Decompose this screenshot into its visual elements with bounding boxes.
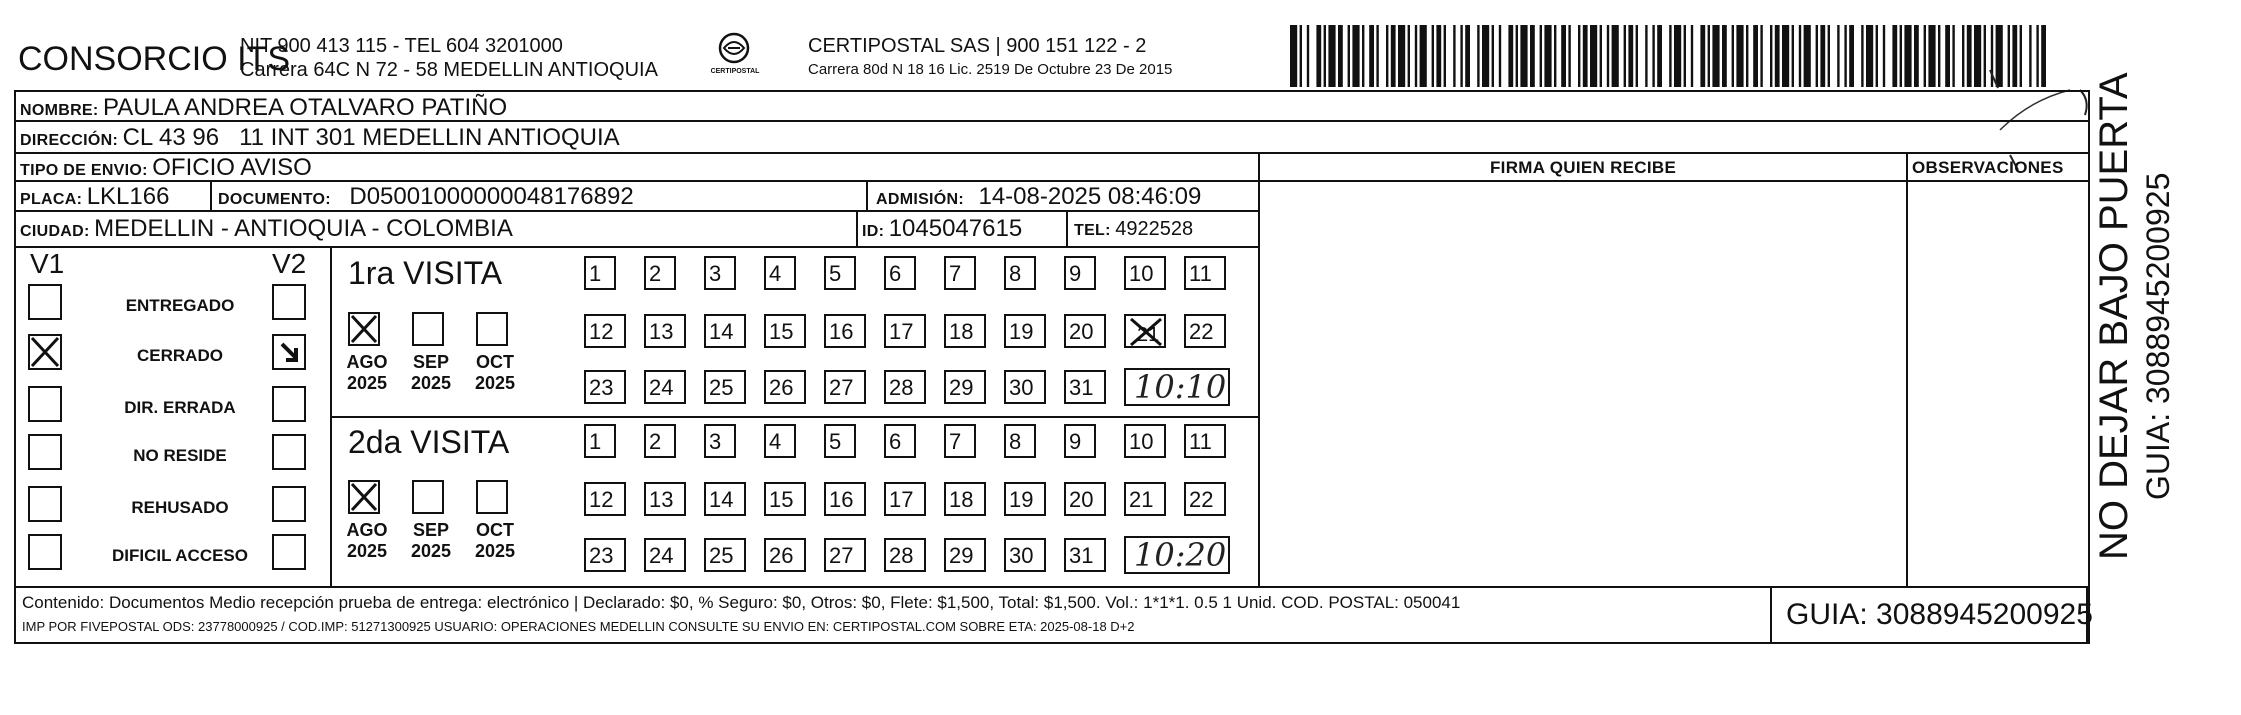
second-visit-day-box[interactable] (944, 538, 986, 572)
day-number: 29 (949, 375, 974, 400)
tipo-label: TIPO DE ENVIO: (20, 162, 148, 179)
x-mark-icon (350, 482, 378, 512)
second-visit-month-checkbox[interactable] (348, 480, 380, 514)
footer-contenido: Contenido: Documentos Medio recepción prueba de entrega: electrónico | Declarado: $0, % Seguro: $0, Otros: $0, Flete: $1,500, Total: $1,500. Vol.: 1*1*1. 0.5 1 Unid. COD. POSTAL: 050041 (22, 593, 1461, 612)
day-number: 11 (1189, 429, 1212, 454)
second-visit-day-box[interactable] (1064, 538, 1106, 572)
form-frame (14, 90, 2090, 644)
day-number: 3 (709, 429, 722, 454)
ciudad-label: CIUDAD: (20, 223, 90, 240)
day-number: 22 (1189, 319, 1214, 344)
tel-label: TEL: (1074, 222, 1111, 239)
first-visit-day-box[interactable] (944, 256, 976, 290)
direccion-label: DIRECCIÓN: (20, 132, 119, 149)
day-number: 27 (829, 543, 854, 568)
second-visit-day-box[interactable] (1124, 482, 1166, 516)
first-visit-day-box[interactable] (764, 370, 806, 404)
first-visit-day-box[interactable] (884, 314, 926, 348)
day-number: 9 (1069, 261, 1082, 286)
first-visit-day-box[interactable] (884, 370, 926, 404)
day-number: 19 (1009, 319, 1034, 344)
company-name: CONSORCIO ITS (18, 40, 291, 78)
day-number: 4 (769, 261, 782, 286)
v2-checkbox[interactable] (272, 386, 306, 422)
first-visit-day-box[interactable] (1064, 370, 1106, 404)
first-visit-month-checkbox[interactable] (412, 312, 444, 346)
second-visit-day-box[interactable] (704, 538, 746, 572)
second-visit-day-box[interactable] (584, 424, 616, 458)
v1-checkbox[interactable] (28, 284, 62, 320)
day-number: 7 (949, 261, 962, 286)
direccion-row (20, 126, 620, 150)
day-number: 23 (589, 375, 614, 400)
guia-number: GUIA: 3088945200925 (1786, 598, 2093, 631)
day-number: 16 (829, 487, 854, 512)
second-visit-day-box[interactable] (1004, 482, 1046, 516)
v2-checkbox[interactable] (272, 284, 306, 320)
id-label: ID: (862, 223, 885, 240)
status-label: REHUSADO (131, 498, 229, 517)
day-number: 5 (829, 429, 842, 454)
day-number: 10 (1129, 261, 1154, 286)
second-visit-day-box[interactable] (584, 482, 626, 516)
day-number: 17 (889, 487, 914, 512)
tipo-row (20, 156, 312, 180)
day-number: 14 (709, 319, 734, 344)
day-number: 18 (949, 487, 974, 512)
x-mark-icon (1127, 317, 1165, 347)
second-visit-day-box[interactable] (1004, 538, 1046, 572)
day-number: 20 (1069, 319, 1094, 344)
first-visit-day-box[interactable] (704, 256, 736, 290)
day-number: 3 (709, 261, 722, 286)
second-visit-day-box[interactable] (1064, 482, 1106, 516)
first-visit-month-checkbox[interactable] (348, 312, 380, 346)
month-name: SEP (412, 520, 450, 540)
day-number: 6 (889, 261, 902, 286)
nombre-label: NOMBRE: (20, 102, 99, 119)
second-visit-day-box[interactable] (824, 482, 866, 516)
documento-cell (218, 185, 634, 209)
side-note: NO DEJAR BAJO PUERTA (2092, 72, 2136, 560)
day-number: 14 (709, 487, 734, 512)
second-visit-month-label (468, 520, 522, 561)
day-number: 25 (709, 543, 734, 568)
x-mark-icon (30, 336, 60, 368)
courier-address: Carrera 80d N 18 16 Lic. 2519 De Octubre 23 De 2015 (808, 61, 1173, 78)
first-visit-day-box[interactable] (644, 256, 676, 290)
second-visit-day-box[interactable] (644, 424, 676, 458)
id-value: 1045047615 (888, 215, 1023, 242)
second-visit-time-box[interactable] (1124, 536, 1230, 574)
month-year: 2025 (410, 372, 452, 393)
day-number: 1 (589, 261, 602, 286)
company-address: Carrera 64C N 72 - 58 MEDELLIN ANTIOQUIA (240, 59, 658, 81)
first-visit-day-box[interactable] (1004, 314, 1046, 348)
day-number: 22 (1189, 487, 1214, 512)
day-number: 5 (829, 261, 842, 286)
first-visit-day-box[interactable] (644, 314, 686, 348)
id-cell (862, 217, 1022, 241)
month-name: OCT (476, 520, 514, 540)
day-number: 20 (1069, 487, 1094, 512)
month-year: 2025 (474, 540, 516, 561)
day-number: 10 (1129, 429, 1154, 454)
tel-cell (1074, 219, 1193, 239)
v2-checkbox[interactable] (272, 534, 306, 570)
second-visit-day-box[interactable] (1184, 424, 1226, 458)
admision-cell (876, 185, 1201, 209)
second-visit-day-box[interactable] (884, 538, 926, 572)
first-visit-month-label (404, 352, 458, 393)
first-visit-day-box[interactable] (944, 314, 986, 348)
first-visit-day-box[interactable] (824, 256, 856, 290)
second-visit-month-checkbox[interactable] (476, 480, 508, 514)
admision-label: ADMISIÓN: (876, 191, 965, 208)
first-visit-day-box[interactable] (584, 256, 616, 290)
first-visit-day-box[interactable] (1184, 256, 1226, 290)
second-visit-month-checkbox[interactable] (412, 480, 444, 514)
nombre-value: PAULA ANDREA OTALVARO PATIÑO (103, 94, 508, 121)
v2-checkbox[interactable] (272, 486, 306, 522)
tel-value: 4922528 (1115, 218, 1194, 240)
day-number: 28 (889, 375, 914, 400)
day-number: 15 (769, 319, 794, 344)
day-number: 24 (649, 543, 674, 568)
v1-checkbox[interactable] (28, 386, 62, 422)
admision-value: 14-08-2025 08:46:09 (978, 183, 1202, 210)
v2-checkbox[interactable] (272, 434, 306, 470)
first-visit-month-label (340, 352, 394, 393)
day-number: 1 (589, 429, 602, 454)
second-visit-day-box[interactable] (824, 424, 856, 458)
day-number: 18 (949, 319, 974, 344)
day-number: 8 (1009, 261, 1022, 286)
first-visit-day-box[interactable] (764, 256, 796, 290)
v1-header: V1 (30, 248, 65, 279)
first-visit-day-box[interactable] (584, 314, 626, 348)
day-number: 16 (829, 319, 854, 344)
month-year: 2025 (346, 540, 388, 561)
day-number: 13 (649, 319, 674, 344)
tipo-value: OFICIO AVISO (152, 154, 312, 181)
day-number: 23 (589, 543, 614, 568)
first-visit-time-value: 10:10 (1134, 368, 1227, 406)
check-mark-icon (274, 336, 304, 368)
first-visit-day-box[interactable] (1064, 256, 1096, 290)
second-visit-day-box[interactable] (764, 424, 796, 458)
first-visit-title: 1ra VISITA (348, 255, 503, 291)
first-visit-day-box[interactable] (1004, 370, 1046, 404)
day-number: 8 (1009, 429, 1022, 454)
status-label: DIR. ERRADA (124, 398, 236, 417)
first-visit-day-box[interactable] (1064, 314, 1106, 348)
day-number: 4 (769, 429, 782, 454)
x-mark-icon (350, 314, 378, 344)
documento-label: DOCUMENTO: (218, 191, 331, 208)
second-visit-day-box[interactable] (1004, 424, 1036, 458)
first-visit-day-box[interactable] (824, 314, 866, 348)
first-visit-day-box[interactable] (944, 370, 986, 404)
first-visit-day-box[interactable] (1004, 256, 1036, 290)
month-year: 2025 (410, 540, 452, 561)
day-number: 2 (649, 261, 662, 286)
day-number: 26 (769, 543, 794, 568)
day-number: 30 (1009, 375, 1034, 400)
second-visit-day-box[interactable] (704, 424, 736, 458)
day-number: 12 (589, 487, 614, 512)
day-number: 11 (1189, 261, 1212, 286)
day-number: 26 (769, 375, 794, 400)
day-number: 21 (1129, 487, 1154, 512)
status-label: DIFICIL ACCESO (111, 546, 248, 565)
first-visit-month-checkbox[interactable] (476, 312, 508, 346)
day-number: 31 (1069, 543, 1094, 568)
first-visit-day-box[interactable] (704, 314, 746, 348)
v1-checkbox[interactable] (28, 486, 62, 522)
barcode-icon (1290, 25, 2050, 87)
first-visit-time-box[interactable] (1124, 368, 1230, 406)
svg-text:21: 21 (1137, 324, 1160, 346)
second-visit-day-box[interactable] (764, 538, 806, 572)
ciudad-value: MEDELLIN - ANTIOQUIA - COLOMBIA (94, 215, 513, 242)
first-visit-day-box[interactable] (1124, 256, 1166, 290)
second-visit-day-box[interactable] (644, 538, 686, 572)
second-visit-day-box[interactable] (584, 538, 626, 572)
month-name: AGO (346, 520, 388, 540)
second-visit-day-box[interactable] (704, 482, 746, 516)
second-visit-day-box[interactable] (824, 538, 866, 572)
month-year: 2025 (346, 372, 388, 393)
second-visit-day-box[interactable] (944, 482, 986, 516)
first-visit-day-box[interactable] (584, 370, 626, 404)
day-number: 24 (649, 375, 674, 400)
observaciones-header: OBSERVACIONES (1912, 158, 2064, 177)
day-number: 29 (949, 543, 974, 568)
second-visit-time-value: 10:20 (1134, 536, 1227, 574)
logo-word: CERTIPOSTAL (710, 68, 760, 75)
v1-checkbox[interactable] (28, 534, 62, 570)
day-number: 17 (889, 319, 914, 344)
placa-label: PLACA: (20, 191, 83, 208)
direccion-value: CL 43 96 11 INT 301 MEDELLIN ANTIOQUIA (122, 124, 620, 151)
day-number: 9 (1069, 429, 1082, 454)
day-number: 25 (709, 375, 734, 400)
v1-checkbox[interactable] (28, 334, 62, 370)
firma-header: FIRMA QUIEN RECIBE (1490, 158, 1677, 177)
second-visit-day-box[interactable] (944, 424, 976, 458)
placa-cell (20, 185, 169, 209)
month-name: SEP (412, 352, 450, 372)
month-year: 2025 (474, 372, 516, 393)
day-number: 6 (889, 429, 902, 454)
company-nit: NIT 900 413 115 - TEL 604 3201000 (240, 35, 563, 57)
day-number: 31 (1069, 375, 1094, 400)
documento-value: D05001000000048176892 (349, 183, 634, 210)
day-number: 15 (769, 487, 794, 512)
day-number: 12 (589, 319, 614, 344)
day-number: 28 (889, 543, 914, 568)
second-visit-day-box[interactable] (1184, 482, 1226, 516)
courier-nit: CERTIPOSTAL SAS | 900 151 122 - 2 (808, 35, 1147, 57)
second-visit-day-box[interactable] (884, 424, 916, 458)
second-visit-title: 2da VISITA (348, 424, 510, 460)
month-name: AGO (346, 352, 388, 372)
second-visit-day-box[interactable] (1064, 424, 1096, 458)
first-visit-day-box[interactable] (884, 256, 916, 290)
footer-impresion: IMP POR FIVEPOSTAL ODS: 23778000925 / COD.IMP: 51271300925 USUARIO: OPERACIONES MEDELLIN CONSULTE SU ENVIO EN: CERTIPOSTAL.COM SOBRE ETA: 2025-08-18 D+2 (22, 619, 1135, 634)
second-visit-month-label (404, 520, 458, 561)
second-visit-day-box[interactable] (1124, 424, 1166, 458)
second-visit-day-box[interactable] (644, 482, 686, 516)
day-number: 27 (829, 375, 854, 400)
first-visit-day-box[interactable] (704, 370, 746, 404)
v1-checkbox[interactable] (28, 434, 62, 470)
second-visit-month-label (340, 520, 394, 561)
side-guia: GUIA: 3088945200925 (2140, 172, 2176, 500)
v2-header: V2 (272, 248, 307, 279)
first-visit-day-box[interactable] (824, 370, 866, 404)
ciudad-row (20, 217, 513, 241)
first-visit-day-box[interactable] (1184, 314, 1226, 348)
status-label: ENTREGADO (125, 296, 235, 315)
month-name: OCT (476, 352, 514, 372)
day-number: 2 (649, 429, 662, 454)
status-label: NO RESIDE (133, 446, 227, 465)
nombre-row (20, 96, 507, 120)
first-visit-day-box[interactable] (644, 370, 686, 404)
placa-value: LKL166 (86, 183, 170, 210)
second-visit-day-box[interactable] (884, 482, 926, 516)
first-visit-day-box[interactable] (764, 314, 806, 348)
day-number: 7 (949, 429, 962, 454)
day-number: 13 (649, 487, 674, 512)
day-number: 30 (1009, 543, 1034, 568)
first-visit-month-label (468, 352, 522, 393)
v2-checkbox[interactable] (272, 334, 306, 370)
status-label: CERRADO (137, 346, 223, 365)
first-visit-day-box[interactable] (1124, 314, 1166, 348)
second-visit-day-box[interactable] (764, 482, 806, 516)
day-number: 19 (1009, 487, 1034, 512)
